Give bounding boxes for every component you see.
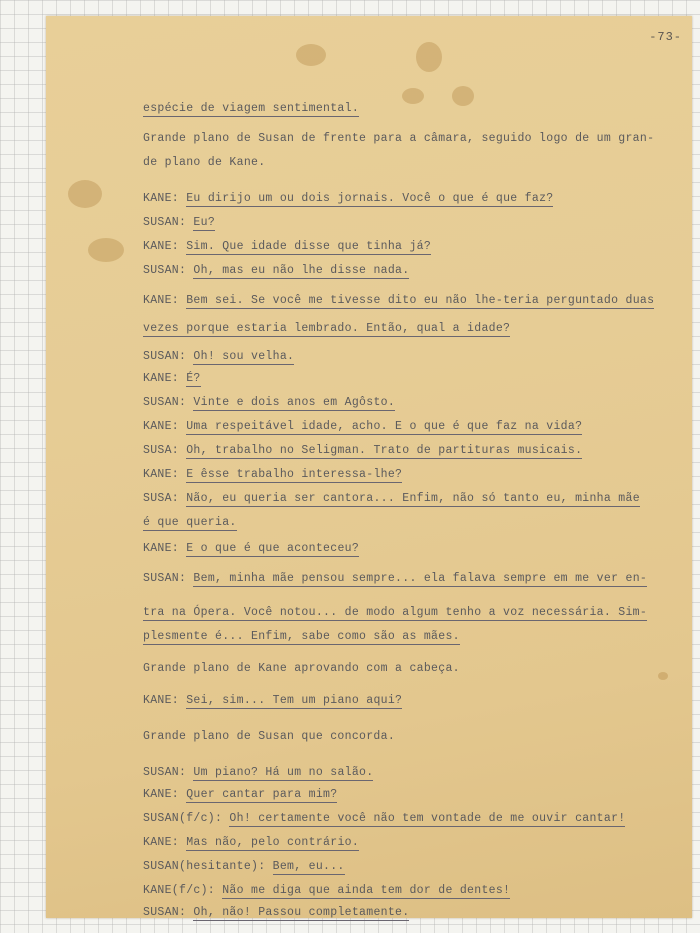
stain <box>402 88 424 104</box>
dialogue-text: Mas não, pelo contrário. <box>186 836 360 849</box>
script-line <box>143 444 582 457</box>
script-line <box>143 766 373 779</box>
speaker-name: KANE: <box>143 542 187 555</box>
dialogue-text: plesmente é... Enfim, sabe como são as mães. <box>143 630 460 643</box>
script-line <box>143 606 647 619</box>
speaker-name: KANE: <box>143 788 187 801</box>
script-line <box>143 860 345 873</box>
script-line <box>143 240 431 253</box>
script-line <box>143 492 640 505</box>
stain <box>416 42 442 72</box>
dialogue-text: Não me diga que ainda tem dor de dentes! <box>222 884 511 897</box>
script-line <box>143 542 359 555</box>
stain <box>68 180 102 208</box>
script-line <box>143 420 582 433</box>
dialogue-text: Vinte e dois anos em Agôsto. <box>193 396 396 409</box>
script-line <box>143 836 359 849</box>
dialogue-text: Quer cantar para mim? <box>186 788 338 801</box>
speaker-name: SUSAN(f/c): <box>143 812 230 825</box>
speaker-name: KANE: <box>143 468 187 481</box>
script-line <box>143 156 265 169</box>
dialogue-text: é que queria. <box>143 516 237 529</box>
speaker-name: KANE: <box>143 694 187 707</box>
speaker-name: KANE: <box>143 372 187 385</box>
script-line <box>143 694 402 707</box>
dialogue-text: Sim. Que idade disse que tinha já? <box>186 240 432 253</box>
script-line <box>143 372 201 385</box>
stage-direction: de plano de Kane. <box>143 156 266 169</box>
script-line <box>143 788 337 801</box>
dialogue-text: Oh, mas eu não lhe disse nada. <box>193 264 410 277</box>
script-line <box>143 264 409 277</box>
dialogue-text: Bem, minha mãe pensou sempre... ela falava sempre em me ver en- <box>193 572 648 585</box>
speaker-name: KANE: <box>143 294 187 307</box>
dialogue-text: Oh! certamente você não tem vontade de me ouvir cantar! <box>229 812 626 825</box>
dialogue-text: E o que é que aconteceu? <box>186 542 360 555</box>
script-line <box>143 906 409 919</box>
dialogue-text: Um piano? Há um no salão. <box>193 766 374 779</box>
speaker-name: SUSAN: <box>143 396 194 409</box>
page-number: -73- <box>649 30 682 44</box>
dialogue-text: Bem sei. Se você me tivesse dito eu não lhe-teria perguntado duas <box>186 294 655 307</box>
stain <box>296 44 326 66</box>
speaker-name: SUSAN(hesitante): <box>143 860 273 873</box>
dialogue-text: Não, eu queria ser cantora... Enfim, não só tanto eu, minha mãe <box>186 492 640 505</box>
script-line <box>143 102 359 115</box>
script-line <box>143 572 647 585</box>
dialogue-text: espécie de viagem sentimental. <box>143 102 360 115</box>
dialogue-text: É? <box>186 372 201 385</box>
dialogue-text: tra na Ópera. Você notou... de modo algum tenho a voz necessária. Sim- <box>143 606 648 619</box>
dialogue-text: vezes porque estaria lembrado. Então, qual a idade? <box>143 322 511 335</box>
script-line <box>143 396 395 409</box>
stage-direction: Grande plano de Kane aprovando com a cabeça. <box>143 662 460 675</box>
speaker-name: SUSAN: <box>143 264 194 277</box>
script-line <box>143 468 402 481</box>
dialogue-text: Bem, eu... <box>272 860 345 873</box>
script-line <box>143 812 625 825</box>
speaker-name: SUSAN: <box>143 350 194 363</box>
script-line <box>143 294 654 307</box>
script-line <box>143 192 553 205</box>
speaker-name: KANE: <box>143 836 187 849</box>
dialogue-text: Eu dirijo um ou dois jornais. Você o que é que faz? <box>186 192 554 205</box>
script-line <box>143 516 237 529</box>
script-line <box>143 662 460 675</box>
stain <box>452 86 474 106</box>
script-line <box>143 216 215 229</box>
script-line <box>143 132 654 145</box>
script-line <box>143 884 510 897</box>
dialogue-text: Sei, sim... Tem um piano aqui? <box>186 694 403 707</box>
speaker-name: KANE(f/c): <box>143 884 223 897</box>
stage-direction: Grande plano de Susan que concorda. <box>143 730 396 743</box>
stage-direction: Grande plano de Susan de frente para a câmara, seguido logo de um gran- <box>143 132 655 145</box>
script-line <box>143 630 460 643</box>
speaker-name: KANE: <box>143 192 187 205</box>
speaker-name: SUSAN: <box>143 766 194 779</box>
stain <box>658 672 668 680</box>
script-line <box>143 350 294 363</box>
dialogue-text: Oh, não! Passou completamente. <box>193 906 410 919</box>
speaker-name: SUSAN: <box>143 572 194 585</box>
speaker-name: SUSAN: <box>143 216 194 229</box>
dialogue-text: Eu? <box>193 216 216 229</box>
speaker-name: KANE: <box>143 240 187 253</box>
script-line <box>143 730 395 743</box>
dialogue-text: E êsse trabalho interessa-lhe? <box>186 468 403 481</box>
typewritten-page <box>46 16 692 918</box>
stain <box>88 238 124 262</box>
dialogue-text: Oh! sou velha. <box>193 350 295 363</box>
speaker-name: SUSAN: <box>143 906 194 919</box>
dialogue-text: Oh, trabalho no Seligman. Trato de partituras musicais. <box>186 444 583 457</box>
dialogue-text: Uma respeitável idade, acho. E o que é que faz na vida? <box>186 420 583 433</box>
script-line <box>143 322 510 335</box>
speaker-name: SUSA: <box>143 444 187 457</box>
speaker-name: KANE: <box>143 420 187 433</box>
speaker-name: SUSA: <box>143 492 187 505</box>
